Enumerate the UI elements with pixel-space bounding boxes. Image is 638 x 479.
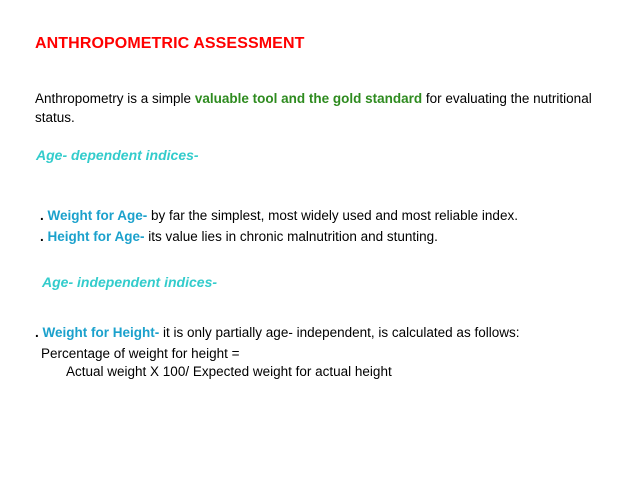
weight-for-age-text: by far the simplest, most widely used and most reliable index. (147, 208, 518, 223)
weight-for-height-item (35, 323, 519, 342)
bullet-dot: . (35, 325, 39, 340)
age-independent-heading: Age- independent indices- (42, 274, 218, 290)
age-dependent-heading: Age- dependent indices- (36, 147, 199, 163)
intro-prefix: Anthropometry is a simple (35, 91, 195, 106)
bullet-dot: . (40, 208, 44, 223)
weight-for-height-text: it is only partially age- independent, is calculated as follows: (159, 325, 520, 340)
height-for-age-text: its value lies in chronic malnutrition and stunting. (144, 229, 438, 244)
formula: Actual weight X 100/ Expected weight for actual height (66, 364, 392, 379)
height-for-age-item (40, 227, 438, 246)
intro-suffix: for evaluating the nutritional status. (35, 91, 592, 125)
weight-for-age-term: Weight for Age- (47, 208, 148, 223)
intro-highlight: valuable tool and the gold standard (194, 91, 423, 106)
slide-title: ANTHROPOMETRIC ASSESSMENT (35, 35, 305, 52)
intro-paragraph (35, 89, 595, 127)
height-for-age-term: Height for Age- (47, 229, 145, 244)
weight-for-age-item (40, 206, 518, 225)
bullet-dot: . (40, 229, 44, 244)
weight-for-height-term: Weight for Height- (42, 325, 160, 340)
formula-label: Percentage of weight for height = (41, 346, 240, 361)
